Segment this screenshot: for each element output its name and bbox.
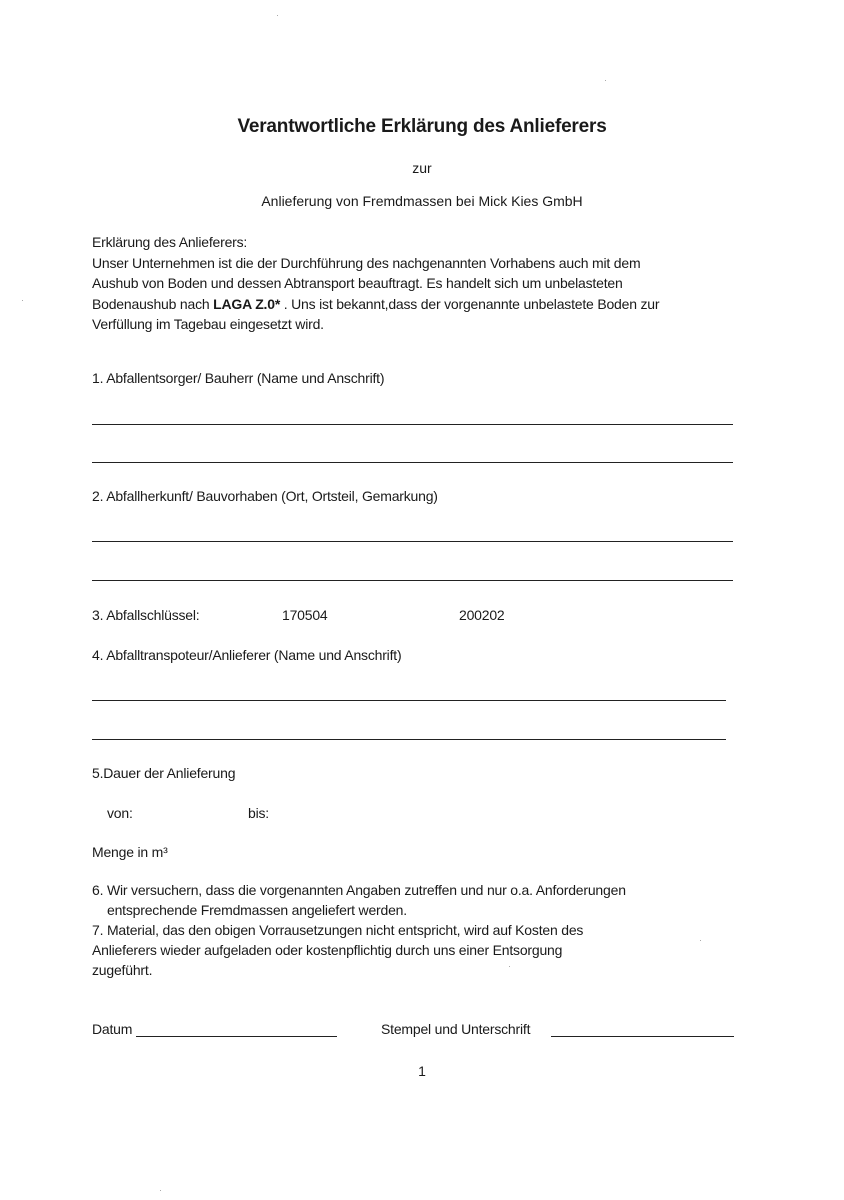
section4-label: 4. Abfalltranspoteur/Anlieferer (Name und Anschrift) (92, 647, 402, 663)
section5-label: 5.Dauer der Anlieferung (92, 765, 236, 781)
to-label: bis: (248, 805, 269, 821)
intro-text: . Uns ist bekannt,dass der vorgenannte unbelastete Boden zur (280, 295, 660, 312)
stamp-signature-label: Stempel und Unterschrift (381, 1021, 531, 1037)
signature-field-line[interactable] (551, 1036, 734, 1037)
intro-paragraph (92, 232, 659, 335)
scan-speck (277, 15, 278, 16)
from-label: von: (107, 805, 133, 821)
scan-speck (509, 966, 510, 967)
section1-field-line-1[interactable] (92, 424, 733, 425)
subtitle-zur: zur (412, 160, 432, 176)
intro-line: Verfüllung im Tagebau eingesetzt wird. (92, 316, 324, 332)
scan-speck (160, 1190, 161, 1191)
scan-speck (700, 940, 701, 941)
document-title: Verantwortliche Erklärung des Anlieferers (237, 116, 607, 137)
waste-code-2: 200202 (459, 607, 505, 623)
section3-label: 3. Abfallschlüssel: (92, 607, 200, 623)
intro-heading: Erklärung des Anlieferers: (92, 234, 248, 250)
section6-line2: entsprechende Fremdmassen angeliefert werden. (107, 902, 407, 918)
section2-label: 2. Abfallherkunft/ Bauvorhaben (Ort, Ortsteil, Gemarkung) (92, 488, 438, 504)
section1-field-line-2[interactable] (92, 462, 733, 463)
intro-line: Unser Unternehmen ist die der Durchführung des nachgenannten Vorhabens auch mit dem (92, 254, 641, 271)
quantity-label: Menge in m³ (92, 844, 168, 860)
subtitle: Anlieferung von Fremdmassen bei Mick Kies GmbH (261, 193, 583, 209)
section7-line2: Anlieferers wieder aufgeladen oder kostenpflichtig durch uns einer Entsorgung (92, 942, 563, 958)
intro-line (92, 294, 659, 315)
date-label: Datum (92, 1021, 133, 1037)
section6-line1: 6. Wir versuchern, dass die vorgenannten Angaben zutreffen und nur o.a. Anforderungen (92, 882, 626, 898)
scan-speck (605, 80, 606, 81)
section2-field-line-1[interactable] (92, 541, 733, 542)
section4-field-line-1[interactable] (92, 700, 726, 701)
laga-classification: LAGA Z.0* (213, 295, 281, 312)
scan-speck (22, 300, 23, 301)
section2-field-line-2[interactable] (92, 580, 733, 581)
section7-line3: zugeführt. (92, 962, 153, 978)
section7-line1: 7. Material, das den obigen Vorrausetzungen nicht entspricht, wird auf Kosten des (92, 922, 584, 938)
page-number: 1 (418, 1063, 426, 1079)
waste-code-1: 170504 (282, 607, 328, 623)
intro-text: Bodenaushub nach (92, 295, 214, 312)
section4-field-line-2[interactable] (92, 739, 726, 740)
intro-line: Aushub von Boden und dessen Abtransport beauftragt. Es handelt sich um unbelasteten (92, 275, 623, 291)
section1-label: 1. Abfallentsorger/ Bauherr (Name und Anschrift) (92, 370, 385, 386)
date-field-line[interactable] (136, 1036, 337, 1037)
